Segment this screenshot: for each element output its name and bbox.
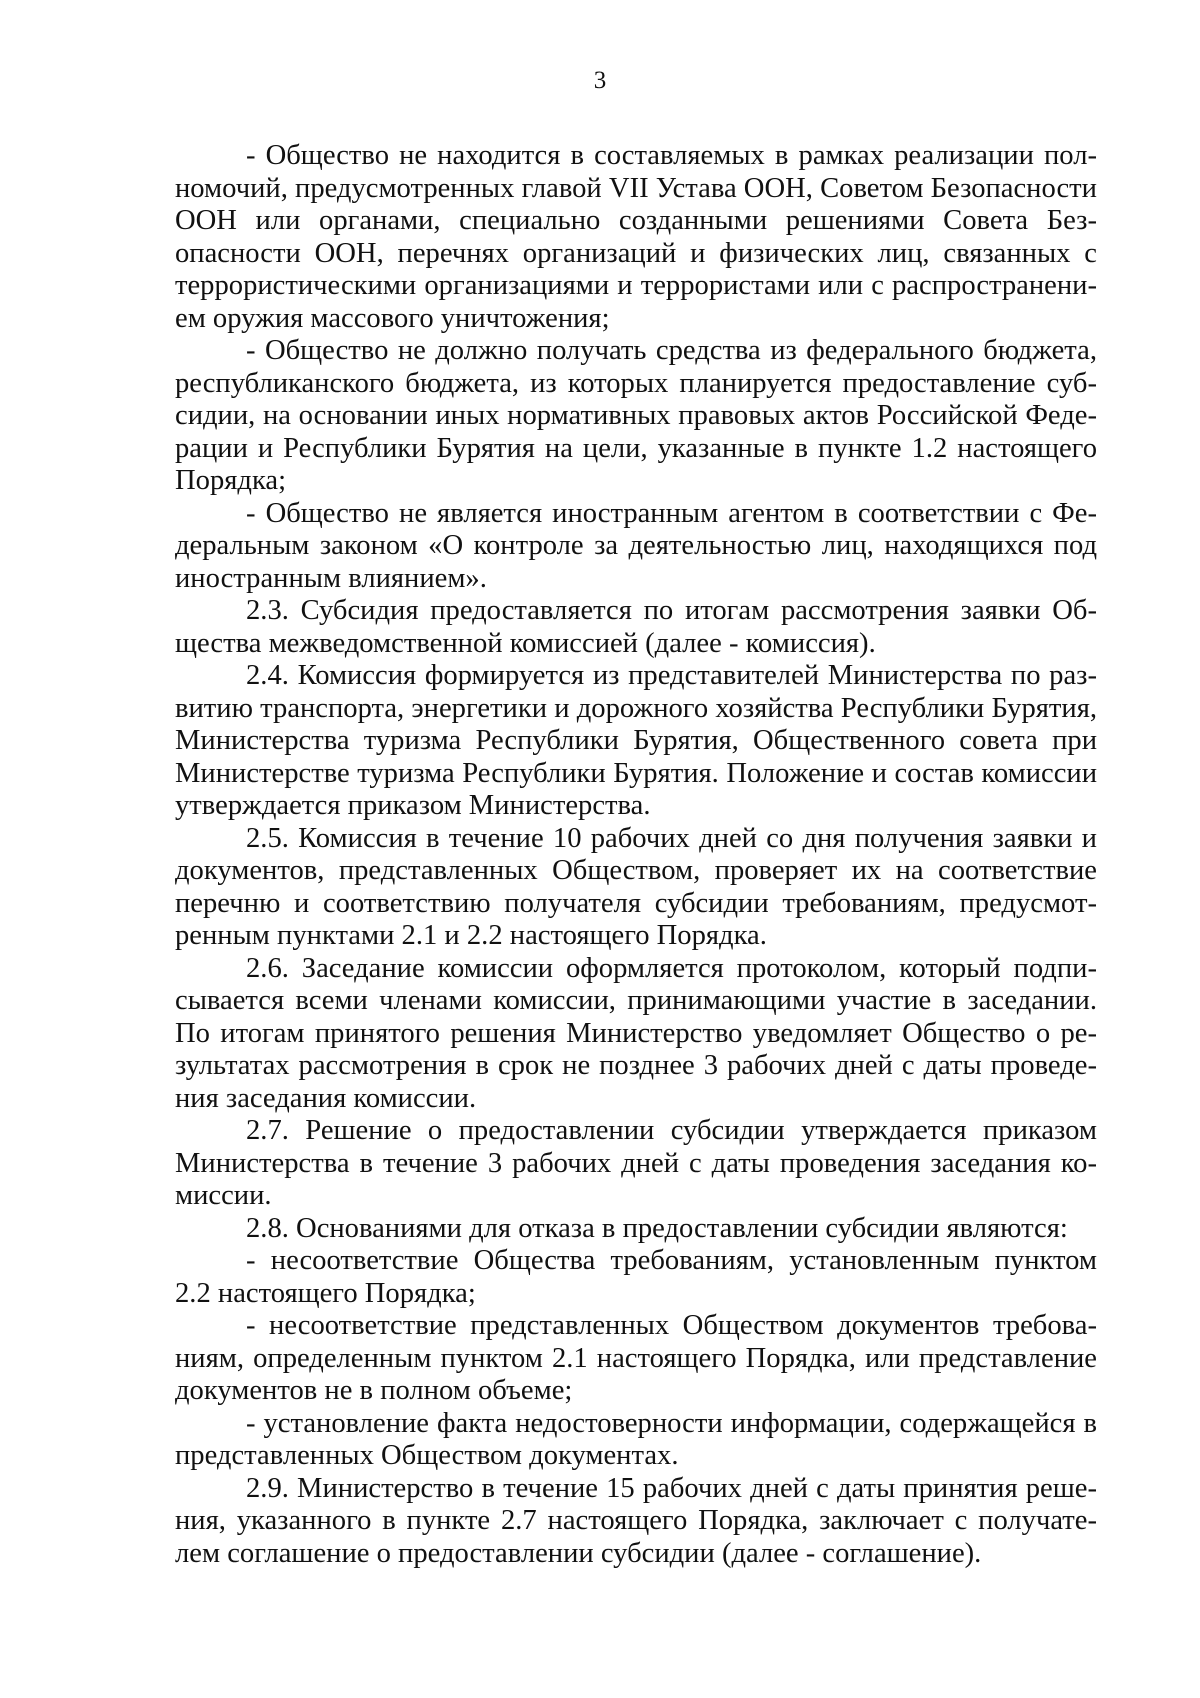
paragraph-no-other-budget-funds: - Общество не должно получать средства из федерального бюджета, республиканского бюджета, из которых планируется предоставление субсидии, на основании иных нормативных правовых актов Российской Федерации и Республики Бурятия на цели, указанные в пункте 1.2 настоящего Порядка; bbox=[175, 335, 1097, 496]
refusal-reason-false-information: - установление факта недостоверности информации, содержащейся в представленных Обществом документах. bbox=[175, 1407, 1097, 1471]
paragraph-2-4: 2.4. Комиссия формируется из представителей Министерства по развитию транспорта, энергетики и дорожного хозяйства Республики Бурятия, Министерства туризма Республики Бурятия, Общественного совета при Министерстве туризма Республики Бурятия. Положение и состав комиссии утверждается приказом Министерства. bbox=[175, 660, 1097, 821]
page-number: 3 bbox=[593, 67, 607, 94]
refusal-reason-documents: - несоответствие представленных Обществом документов требованиям, определенным пунктом 2.1 настоящего Порядка, или представление документов не в полном объеме; bbox=[175, 1310, 1097, 1406]
paragraph-2-3: 2.3. Субсидия предоставляется по итогам рассмотрения заявки Общества межведомственной комиссией (далее - комиссия). bbox=[175, 595, 1097, 659]
paragraph-2-7: 2.7. Решение о предоставлении субсидии утверждается приказом Министерства в течение 3 рабочих дней с даты проведения заседания комиссии. bbox=[175, 1115, 1097, 1211]
paragraph-not-foreign-agent: - Общество не является иностранным агентом в соответствии с Федеральным законом «О контроле за деятельностью лиц, находящихся под иностранным влиянием». bbox=[175, 497, 1097, 594]
paragraph-2-9: 2.9. Министерство в течение 15 рабочих дней с даты принятия решения, указанного в пункте 2.7 настоящего Порядка, заключает с получателем соглашение о предоставлении субсидии (далее - соглашение). bbox=[175, 1472, 1097, 1569]
paragraph-2-8: 2.8. Основаниями для отказа в предоставлении субсидии являются: bbox=[246, 1212, 1068, 1244]
paragraph-2-5: 2.5. Комиссия в течение 10 рабочих дней со дня получения заявки и документов, представленных Обществом, проверяет их на соответствие перечню и соответствию получателя субсидии требованиям, предусмотренным пунктами 2.1 и 2.2 настоящего Порядка. bbox=[175, 822, 1097, 951]
paragraph-2-6: 2.6. Заседание комиссии оформляется протоколом, который подписывается всеми членами комиссии, принимающими участие в заседании. По итогам принятого решения Министерство уведомляет Общество о результатах рассмотрения в срок не позднее 3 рабочих дней с даты проведения заседания комиссии. bbox=[175, 952, 1097, 1114]
paragraph-un-sanctions-lists: - Общество не находится в составляемых в рамках реализации полномочий, предусмотренных главой VII Устава ООН, Советом Безопасности ООН или органами, специально созданными решениями Совета Безопасности ООН, перечнях организаций и физических лиц, связанных с террористическими организациями и террористами или с распространением оружия массового уничтожения; bbox=[175, 140, 1097, 334]
document-body bbox=[175, 140, 1097, 1570]
refusal-reason-requirements: - несоответствие Общества требованиям, установленным пунктом 2.2 настоящего Порядка; bbox=[175, 1245, 1097, 1309]
